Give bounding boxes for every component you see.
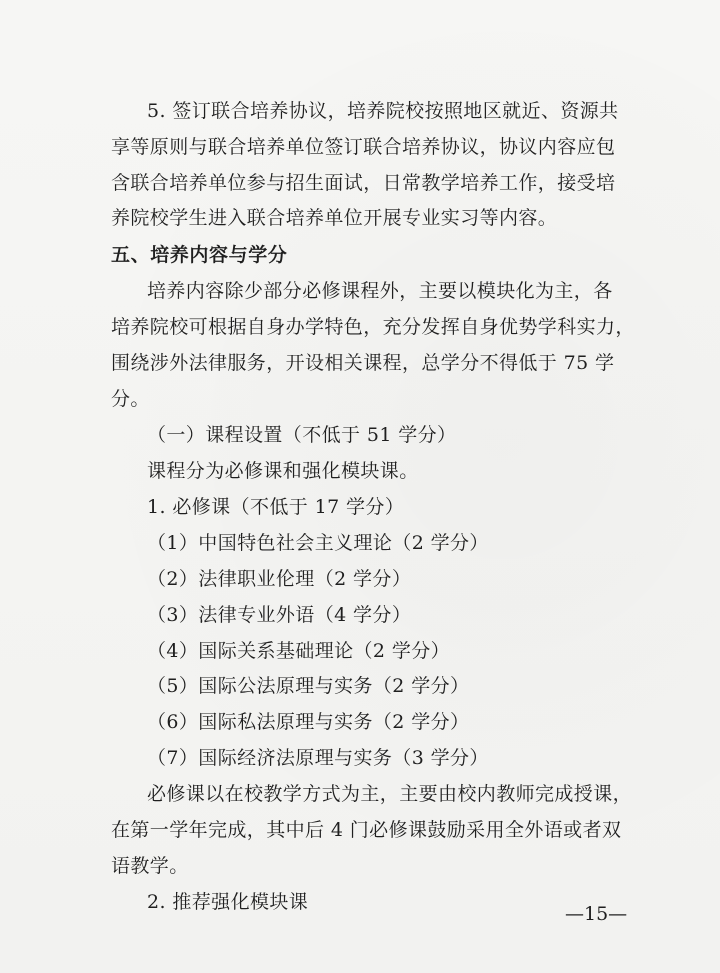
paragraph-5-line-3: 含联合培养单位参与招生面试，日常教学培养工作，接受培	[111, 172, 616, 194]
subsection-heading: （一）课程设置（不低于 51 学分）	[147, 424, 457, 446]
required-course-heading: 1. 必修课（不低于 17 学分）	[147, 496, 405, 518]
elective-heading: 2. 推荐强化模块课	[147, 891, 309, 913]
required-course-2: （2）法律职业伦理（2 学分）	[147, 568, 412, 590]
required-course-3: （3）法律专业外语（4 学分）	[147, 604, 412, 626]
paragraph-5-line-2: 享等原则与联合培养单位签订联合培养协议，协议内容应包	[111, 136, 616, 158]
paragraph-5-line-4: 养院校学生进入联合培养单位开展专业实习等内容。	[111, 207, 558, 229]
required-course-5: （5）国际公法原理与实务（2 学分）	[147, 675, 470, 697]
required-course-4: （4）国际关系基础理论（2 学分）	[147, 640, 451, 662]
required-note-line-3: 语教学。	[111, 855, 189, 877]
section-intro-line-3: 围绕涉外法律服务，开设相关课程，总学分不得低于 75 学	[111, 352, 615, 374]
section-intro-line-2: 培养院校可根据自身办学特色，充分发挥自身优势学科实力，	[111, 316, 635, 338]
section-intro-line-4: 分。	[111, 388, 150, 410]
required-note-line-2: 在第一学年完成，其中后 4 门必修课鼓励采用全外语或者双	[111, 819, 622, 841]
section-intro-line-1: 培养内容除少部分必修课程外，主要以模块化为主，各	[147, 280, 613, 302]
required-course-7: （7）国际经济法原理与实务（3 学分）	[147, 747, 489, 769]
paragraph-5-line-1: 5. 签订联合培养协议，培养院校按照地区就近、资源共	[147, 100, 619, 122]
required-note-line-1: 必修课以在校教学方式为主，主要由校内教师完成授课，	[147, 783, 633, 805]
required-course-1: （1）中国特色社会主义理论（2 学分）	[147, 532, 489, 554]
subsection-intro: 课程分为必修课和强化模块课。	[147, 460, 419, 482]
required-course-6: （6）国际私法原理与实务（2 学分）	[147, 711, 470, 733]
page-number: —15—	[565, 903, 628, 925]
section-heading: 五、培养内容与学分	[111, 244, 288, 266]
